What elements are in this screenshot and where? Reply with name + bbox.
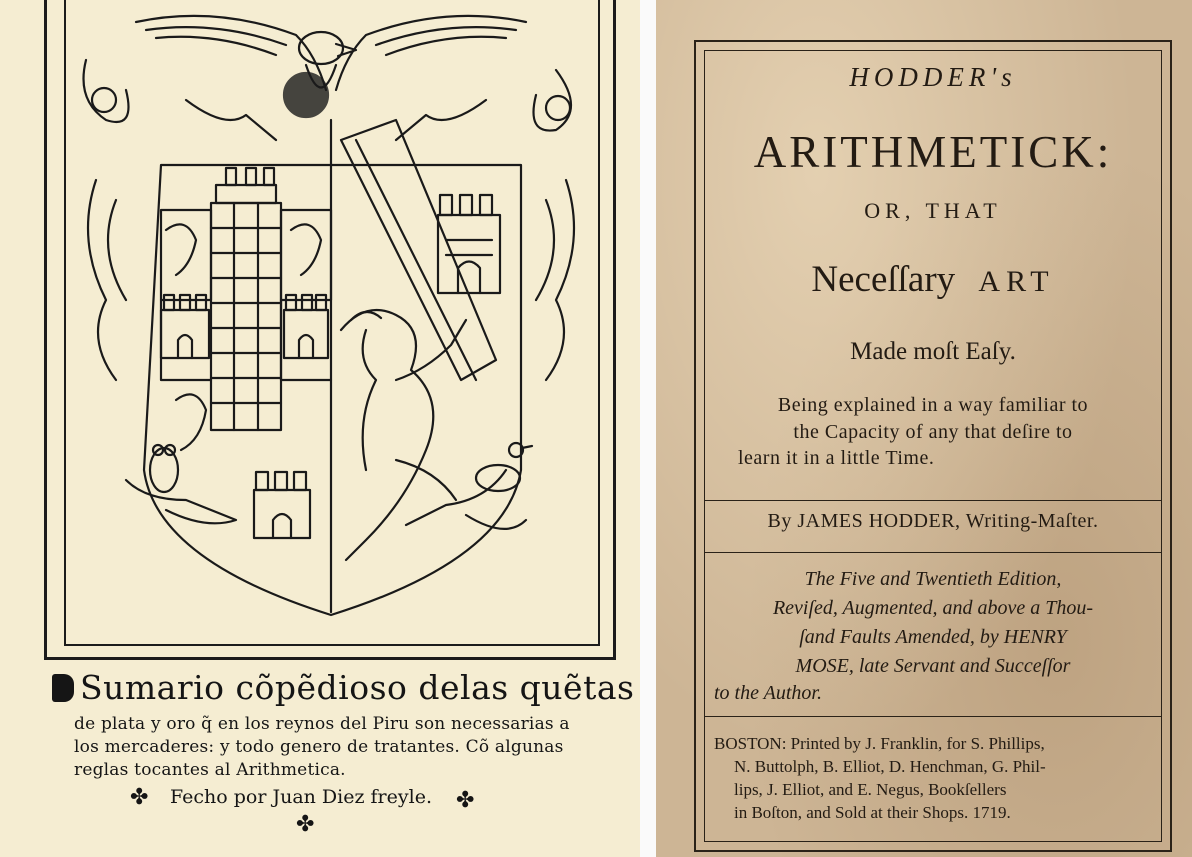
- shield-outline: [144, 165, 521, 615]
- author-possessive: HODDER's: [849, 62, 1017, 92]
- edition-line-3: ſand Faults Amended, by HENRY: [799, 626, 1067, 648]
- right-title-page: [656, 0, 1192, 857]
- page-gutter: [640, 0, 656, 857]
- small-lion-right: [291, 224, 321, 275]
- art-word: ART: [978, 265, 1055, 298]
- castle-left: [161, 295, 209, 358]
- made-easy-line: Made moſt Eaſy.: [850, 338, 1016, 365]
- necessary-word: Neceſſary: [811, 259, 956, 300]
- small-lion-left: [166, 224, 196, 275]
- small-lion-lower: [176, 394, 206, 450]
- edition-line-4: MOSE, late Servant and Succeſſor: [795, 655, 1071, 677]
- pilcrow-mark: [52, 674, 74, 702]
- owl-left: [150, 445, 178, 492]
- eagle-crest: [136, 16, 526, 117]
- edition-line-2: Reviſed, Augmented, and above a Thou-: [772, 597, 1094, 619]
- or-that-line: OR, THAT: [864, 198, 1002, 223]
- description-line-3: learn it in a little Time.: [738, 447, 935, 469]
- edition-line-5: to the Author.: [714, 682, 822, 704]
- edition-line-1: The Five and Twentieth Edition,: [804, 568, 1062, 590]
- imprint-line-1: BOSTON: Printed by J. Franklin, for S. Phillips,: [714, 734, 1045, 753]
- rampant-lion: [341, 310, 466, 560]
- castle-bottom: [254, 472, 310, 538]
- bird-right: [476, 443, 532, 491]
- flower-ornament-left: ✤: [130, 785, 149, 810]
- necessary-art-line: [704, 258, 1162, 301]
- spanish-body-line-3: reglas tocantes al Arithmetica.: [74, 760, 346, 780]
- imprint-line-4: in Boſton, and Sold at their Shops. 1719.: [734, 803, 1011, 822]
- rule-above-byline: [704, 500, 1162, 501]
- spanish-body-line-1: de plata y oro q̃ en los reynos del Piru son necessarias a: [74, 714, 570, 734]
- rule-below-byline: [704, 552, 1162, 553]
- book-title: ARITHMETICK:: [753, 127, 1113, 177]
- spanish-title-line: Sumario cõpẽdioso delas quẽtas: [80, 668, 635, 707]
- checkered-tower: [161, 168, 331, 430]
- imprint-line-2: N. Buttolph, B. Elliot, D. Henchman, G. Phil-: [734, 757, 1046, 776]
- byline: By JAMES HODDER, Writing-Maſter.: [767, 510, 1099, 532]
- colophon-line: Fecho por Juan Diez freyle.: [170, 786, 432, 808]
- rule-above-imprint: [704, 716, 1162, 717]
- description-line-2: the Capacity of any that deſire to: [793, 421, 1073, 443]
- flower-ornament-bottom: ✤: [296, 812, 315, 837]
- flower-ornament-right: ✤: [456, 788, 475, 813]
- mantling-scrolls: [84, 60, 575, 529]
- imprint-line-3: lips, J. Elliot, and E. Negus, Bookſellers: [734, 780, 1007, 799]
- description-line-1: Being explained in a way familiar to: [777, 394, 1089, 416]
- castle-center: [284, 295, 328, 358]
- coat-of-arms-woodcut: [66, 0, 598, 644]
- spanish-body-line-2: los mercaderes: y todo genero de tratantes. Cõ algunas: [74, 737, 564, 757]
